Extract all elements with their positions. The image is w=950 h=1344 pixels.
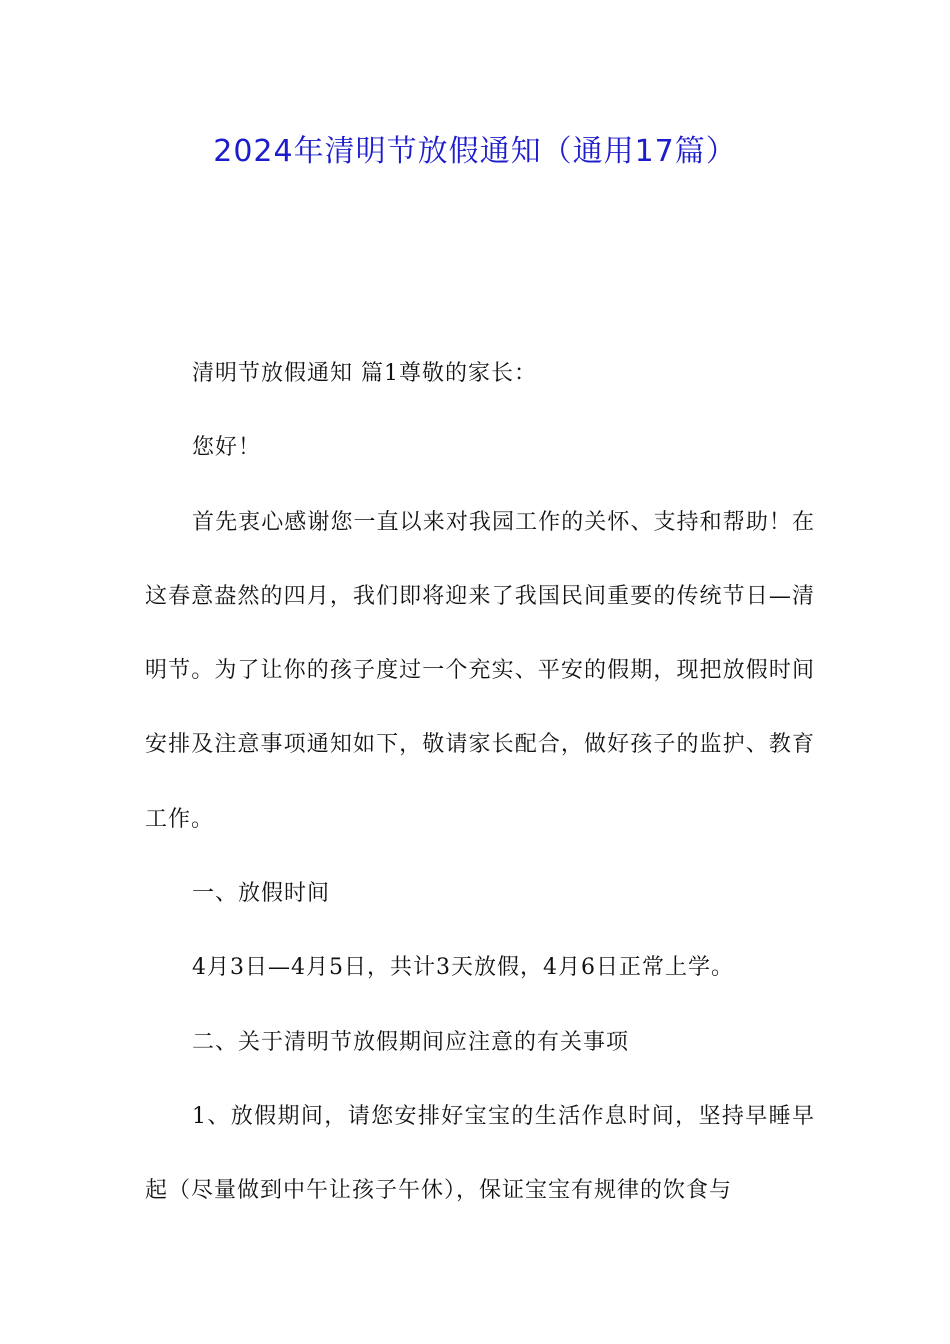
section-heading-notes: 二、关于清明节放假期间应注意的有关事项 [192,1029,630,1055]
paragraph-intro: 首先衷心感谢您一直以来对我园工作的关怀、支持和帮助！在这春意盎然的四月，我们即将迎来了我国民间重要的传统节日—清明节。为了让你的孩子度过一个充实、平安的假期，现把放假时间安排及注意事项通知如下，敬请家长配合，做好孩子的监护、教育工作。 [145,509,815,832]
paragraph-greeting: 您好！ [192,435,262,461]
document-title: 2024年清明节放假通知（通用17篇） [213,134,737,169]
paragraph-salutation: 清明节放假通知 篇1尊敬的家长： [192,361,537,386]
paragraph-holiday-dates: 4月3日—4月5日，共计3天放假，4月6日正常上学。 [192,955,734,981]
paragraph-note-1: 1、放假期间，请您安排好宝宝的生活作息时间，坚持早睡早起（尽量做到中午让孩子午休），保证宝宝有规律的饮食与 [145,1103,815,1204]
document-body [145,337,815,1229]
section-heading-holiday-time: 一、放假时间 [192,881,331,907]
